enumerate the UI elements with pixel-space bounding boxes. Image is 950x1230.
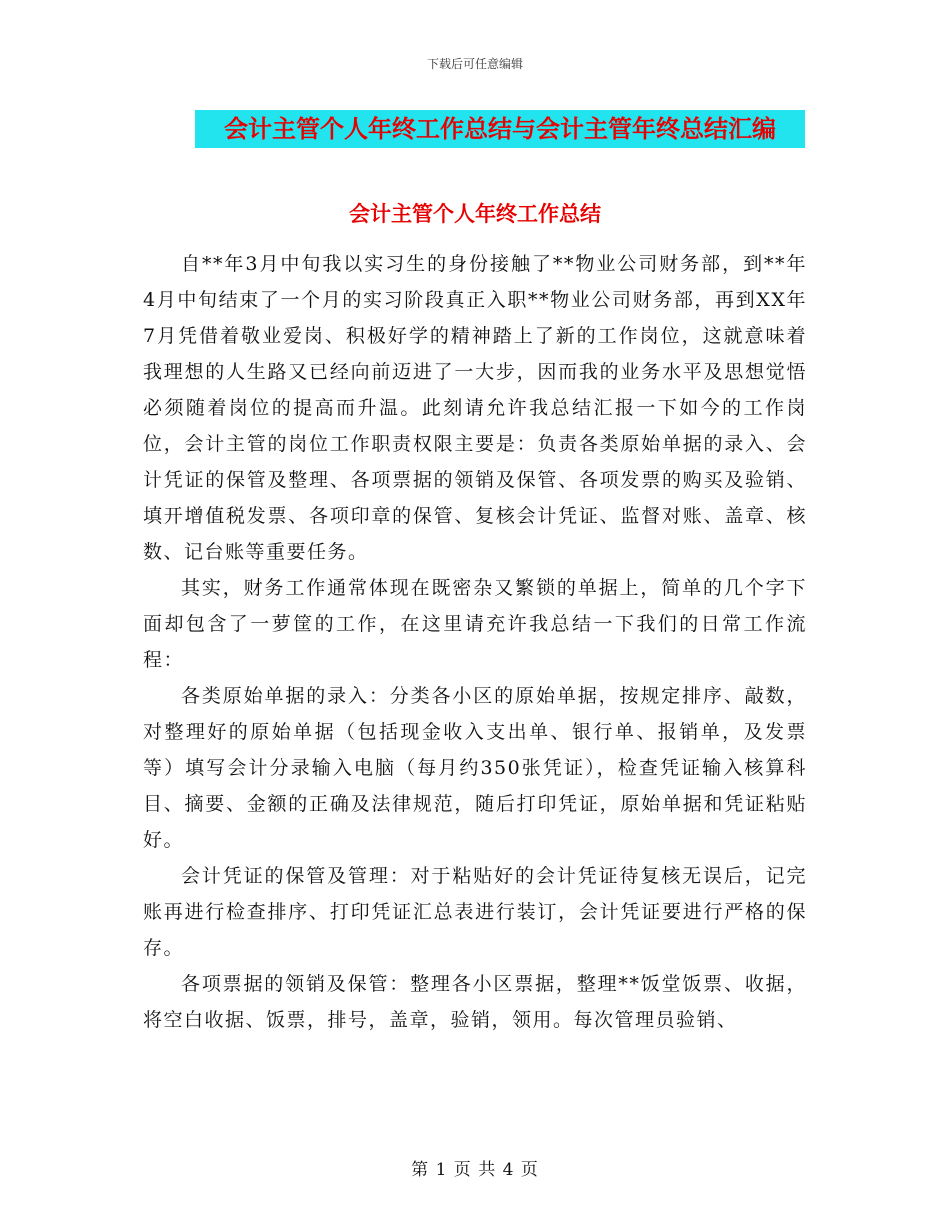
paragraph: 其实，财务工作通常体现在既密杂又繁锁的单据上，简单的几个字下面却包含了一萝筐的工作，在这里请充许我总结一下我们的日常工作流程： (143, 577, 807, 671)
paragraph: 自**年3月中旬我以实习生的身份接触了**物业公司财务部，到**年4月中旬结束了一个月的实习阶段真正入职**物业公司财务部，再到XX年7月凭借着敬业爱岗、积极好学的精神踏上了新的工作岗位，这就意味着我理想的人生路又已经向前迈进了一大步，因而我的业务水平及思想觉悟必须随着岗位的提高而升温。此刻请允许我总结汇报一下如今的工作岗位，会计主管的岗位工作职责权限主要是：负责各类原始单据的录入、会计凭证的保管及整理、各项票据的领销及保管、各项发票的购买及验销、填开增值税发票、各项印章的保管、复核会计凭证、监督对账、盖章、核数、记台账等重要任务。 (143, 253, 807, 563)
header-note: 下载后可任意编辑 (426, 57, 523, 71)
section-title: 会计主管个人年终工作总结 (349, 201, 601, 226)
body-text (143, 246, 807, 1038)
paragraph: 会计凭证的保管及管理：对于粘贴好的会计凭证待复核无误后，记完账再进行检查排序、打印凭证汇总表进行装订，会计凭证要进行严格的保存。 (143, 865, 807, 959)
document-title: 会计主管个人年终工作总结与会计主管年终总结汇编 (224, 114, 776, 143)
page-number: 第 1 页 共 4 页 (411, 1160, 539, 1180)
paragraph: 各项票据的领销及保管：整理各小区票据，整理**饭堂饭票、收据，将空白收据、饭票，排号，盖章，验销，领用。每次管理员验销、 (143, 973, 807, 1031)
title-highlight (195, 110, 805, 148)
paragraph: 各类原始单据的录入：分类各小区的原始单据，按规定排序、敲数，对整理好的原始单据（包括现金收入支出单、银行单、报销单，及发票等）填写会计分录输入电脑（每月约350张凭证），检查凭证输入核算科目、摘要、金额的正确及法律规范，随后打印凭证，原始单据和凭证粘贴好。 (143, 685, 807, 851)
